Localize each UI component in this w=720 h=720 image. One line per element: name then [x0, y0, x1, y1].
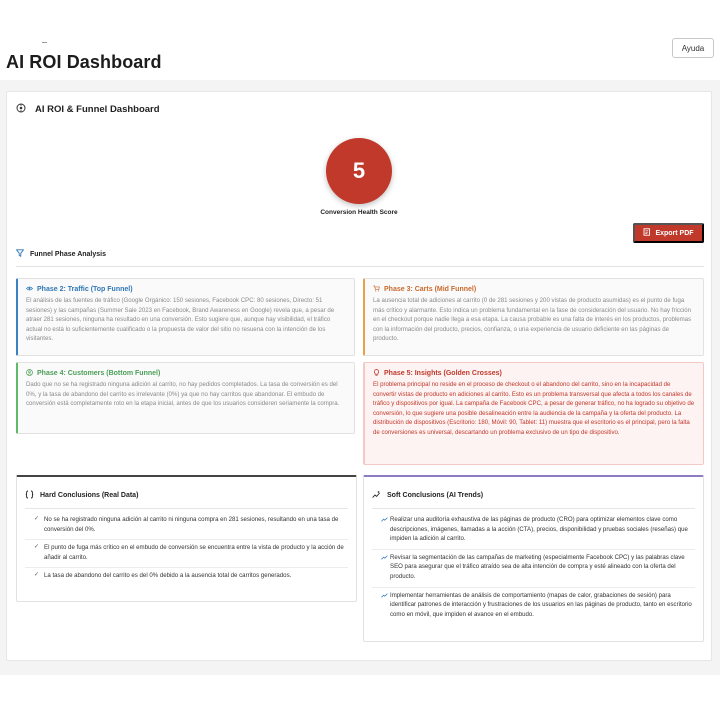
list-item-text: Revisar la segmentación de las campañas de marketing (especialmente Facebook CPC) y las palabras clave SEO para asegurar que el tráfico atraído sea de alta intención de compra y esté alineado con la oferta del producto. — [390, 553, 685, 580]
phase-description: Dado que no se ha registrado ninguna adición al carrito, no hay pedidos completados. La tasa de conversión es del 0%, y la tasa de abandono del carrito es irrelevante (0%) ya que no hay carritos que abandonar. El embudo de conversión está completamente roto en la etapa inicial, antes de que los usuarios consideren seriamente la compra. — [26, 381, 340, 408]
trend-up-icon — [381, 555, 388, 560]
phase-title-text: Phase 5: Insights (Golden Crosses) — [384, 370, 502, 377]
help-button[interactable]: Ayuda — [672, 38, 714, 58]
trend-up-icon — [381, 593, 388, 598]
brain-icon — [16, 100, 26, 118]
phase-card-insights — [363, 362, 704, 465]
list-item-text: Implementar herramientas de análisis de comportamiento (mapas de calor, grabaciones de sesión) para identificar patrones de interacción y frustraciones de los usuarios en las páginas de producto, tanto en escritorio como en móvil, que impiden el avance en el embudo. — [390, 591, 692, 618]
cart-icon — [373, 285, 380, 294]
soft-conclusions-title: Soft Conclusions (AI Trends) — [387, 492, 484, 499]
export-pdf-button[interactable] — [633, 223, 704, 243]
panel-divider — [25, 508, 348, 509]
export-pdf-label: Export PDF — [655, 229, 694, 237]
user-circle-icon — [26, 369, 33, 378]
dashboard-card — [6, 91, 712, 661]
phase-title — [26, 369, 346, 378]
phase-description: El análisis de las fuentes de tráfico (Google Orgánico: 150 sesiones, Facebook CPC: 80 sesiones, Directo: 51 sesiones) y las campañas (Summer Sale 2023 en Facebook, Brand Awareness en Google) revela que, a pesar de atraer 281 sesiones, ninguna ha resultado en una conversión. Esto sugiere que, aunque hay visibilidad, el tráfico actual no está lo suficientemente cualificado o la propuesta de valor del sitio no resuena con la intención de los visitantes. — [26, 297, 335, 343]
phase-card-carts — [363, 278, 704, 356]
eye-icon — [26, 285, 33, 294]
conversion-health-score: 5 — [326, 138, 392, 204]
list-item-text: La tasa de abandono del carrito es del 0% debido a la ausencia total de carritos generados. — [44, 572, 292, 580]
page-title: AI ROI Dashboard — [6, 52, 162, 72]
phase-card-traffic — [16, 278, 355, 356]
check-icon: ✓ — [34, 572, 40, 579]
list-item — [25, 568, 348, 586]
phase-title-text: Phase 2: Traffic (Top Funnel) — [37, 286, 133, 293]
phase-title — [373, 369, 695, 378]
top-divider-mark — [42, 42, 47, 43]
hard-conclusions-list — [25, 512, 348, 586]
check-icon: ✓ — [34, 516, 40, 522]
lightbulb-icon — [373, 369, 380, 378]
section-divider — [16, 266, 704, 267]
list-item — [372, 512, 695, 550]
sparkle-trend-icon — [372, 490, 381, 501]
trend-up-icon — [381, 517, 388, 522]
check-icon: ✓ — [34, 544, 40, 551]
document-icon — [643, 228, 651, 238]
phase-title-text: Phase 3: Carts (Mid Funnel) — [384, 286, 477, 293]
score-label: Conversion Health Score — [320, 209, 398, 216]
phase-title — [373, 285, 695, 294]
card-header — [16, 100, 160, 118]
soft-conclusions-header — [372, 490, 483, 501]
hard-conclusions-panel — [16, 475, 357, 602]
funnel-section-header — [16, 249, 106, 259]
list-item — [25, 512, 348, 540]
phase-card-customers — [16, 362, 355, 434]
panel-divider — [372, 508, 695, 509]
list-item-text: Realizar una auditoría exhaustiva de las páginas de producto (CRO) para optimizar elementos clave como descripciones, imágenes, llamadas a la acción (CTA), precios, disponibilidad y pruebas sociales (reseñas) que impiden la adición al carrito. — [390, 516, 688, 543]
hard-conclusions-header — [25, 490, 138, 501]
soft-conclusions-panel — [363, 475, 704, 642]
list-item — [372, 550, 695, 588]
phase-title — [26, 285, 346, 294]
filter-icon — [16, 249, 24, 259]
hard-conclusions-title: Hard Conclusions (Real Data) — [40, 492, 139, 499]
list-item — [25, 540, 348, 568]
list-item-text: No se ha registrado ninguna adición al carrito ni ninguna compra en 281 sesiones, resultando en una tasa de conversión del 0%. — [44, 516, 339, 533]
list-item-text: El punto de fuga más crítico en el embudo de conversión se encuentra entre la vista de producto y la acción de añadir al carrito. — [44, 544, 344, 561]
phase-title-text: Phase 4: Customers (Bottom Funnel) — [37, 370, 161, 377]
soft-conclusions-list — [372, 512, 695, 624]
dashboard-title: AI ROI & Funnel Dashboard — [35, 103, 160, 115]
list-item — [372, 588, 695, 625]
phase-description: El problema principal no reside en el proceso de checkout o el abandono del carrito, sino en la incapacidad de convertir vistas de producto en adiciones al carrito. Esto es un problema transversal que afecta a todos los canales de tráfico y dispositivos por igual. La campaña de Facebook CPC, a pesar de generar tráfico, no ha logrado su objetivo de conversión, lo que sugiere una posible desalineación entre la audiencia de la campaña y la oferta del producto. La distribución de dispositivos (Escritorio: 180, Móvil: 90, Tablet: 11) muestra que el escritorio es el principal, pero la falta de conversiones es universal, descartando un problema exclusivo de un tipo de dispositivo. — [373, 381, 695, 436]
code-braces-icon — [25, 490, 34, 501]
phase-description: La ausencia total de adiciones al carrito (0 de 281 sesiones y 200 vistas de producto asumidas) es el punto de fuga más crítico y alarmante. Esto indica un problema fundamental en la fase de consideración del usuario. No hay fricción en el checkout porque nadie llega a esa etapa. La causa probable es una falta de interés en los productos, problemas con la información del producto, precios, confianza, o una experiencia de usuario deficiente en las páginas de producto. — [373, 297, 692, 343]
funnel-section-title: Funnel Phase Analysis — [30, 250, 106, 258]
